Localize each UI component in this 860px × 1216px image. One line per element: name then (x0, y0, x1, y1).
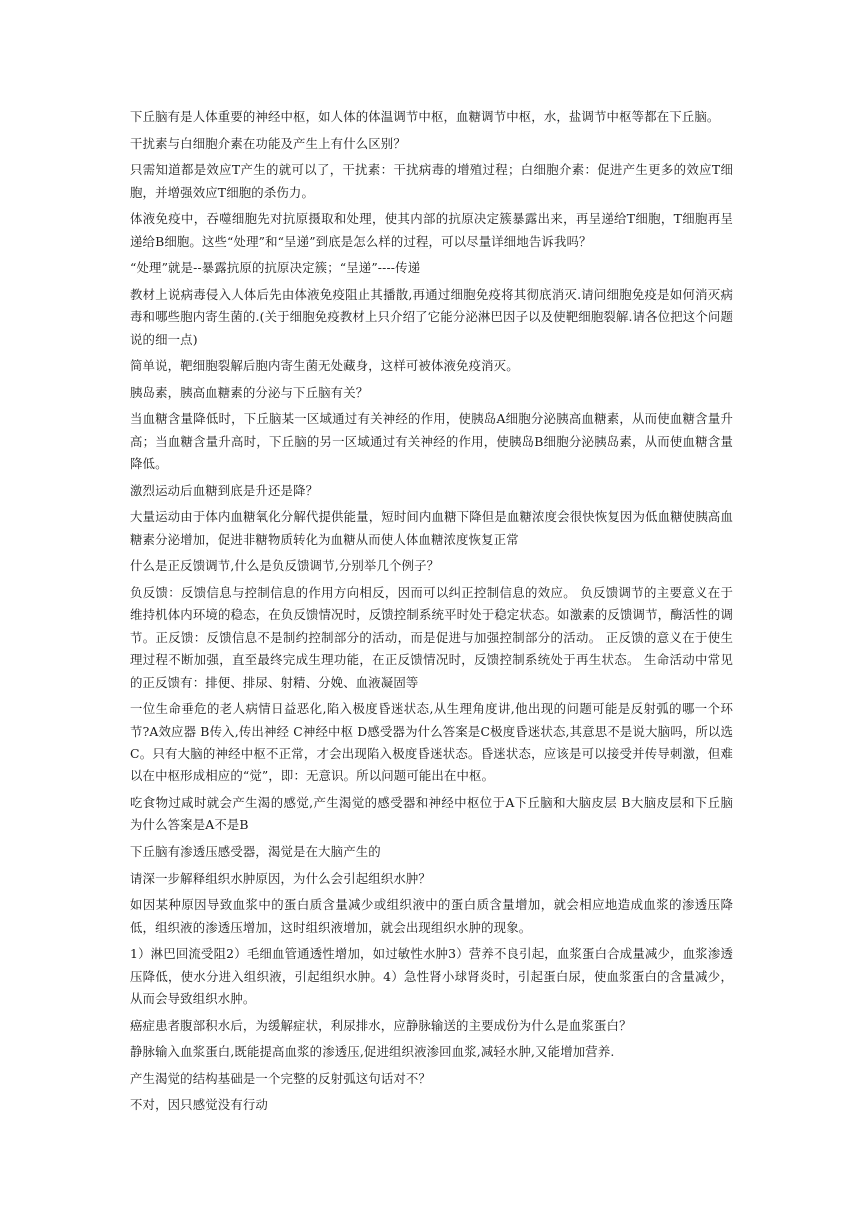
question-feedback-regulation: 什么是正反馈调节,什么是负反馈调节,分别举几个例子？ (130, 558, 440, 574)
answer-interferon-interleukin: 只需知道都是效应T产生的就可以了，干扰素：干扰病毒的增殖过程；白细胞介素：促进产生更多的效应T细胞，并增强效应T细胞的杀伤力。 (130, 162, 733, 200)
question-plasma-protein-infusion: 癌症患者腹部积水后，为缓解症状，利尿排水，应静脉输送的主要成份为什么是血浆蛋白？ (130, 1017, 632, 1033)
question-insulin-glucagon: 胰岛素，胰高血糖素的分泌与下丘脑有关？ (130, 384, 369, 400)
answer-tissue-edema: 如因某种原因导致血浆中的蛋白质含量减少或组织液中的蛋白质含量增加，就会相应地造成血浆的渗透压降低，组织液的渗透压增加，这时组织液增加，就会出现组织水肿的现象。 (130, 897, 733, 935)
answer-thirst-reflex-arc: 不对，因只感觉没有行动 (130, 1097, 268, 1113)
answer-cellular-immunity: 简单说，靶细胞裂解后胞内寄生菌无处藏身，这样可被体液免疫消灭。 (130, 358, 519, 374)
list-edema-causes: 1）淋巴回流受阻2）毛细血管通透性增加，如过敏性水肿3）营养不良引起，血浆蛋白合成量减少，血浆渗透压降低，使水分进入组织液，引起组织水肿。4）急性肾小球肾炎时，引起蛋白尿，使血浆蛋白的含量减少，从而会导致组织水肿。 (130, 946, 733, 1006)
answer-exercise-blood-sugar: 大量运动由于体内血糖氧化分解代提供能量，短时间内血糖下降但是血糖浓度会很快恢复因为低血糖使胰高血糖素分泌增加，促进非糖物质转化为血糖从而使人体血糖浓度恢复正常 (130, 509, 733, 547)
question-cellular-immunity: 教材上说病毒侵入人体后先由体液免疫阻止其播散,再通过细胞免疫将其彻底消灭.请问细胞免疫是如何消灭病毒和哪些胞内寄生菌的.(关于细胞免疫教材上只介绍了它能分泌淋巴因子以及使靶细胞裂解.请各位把这个问题说的细一点) (130, 286, 733, 347)
answer-plasma-protein-infusion: 静脉输入血浆蛋白,既能提高血浆的渗透压,促进组织液渗回血浆,减轻水肿,又能增加营养. (130, 1044, 615, 1060)
answer-insulin-glucagon: 当血糖含量降低时，下丘脑某一区域通过有关神经的作用，使胰岛A细胞分泌胰高血糖素，从而使血糖含量升高；当血糖含量升高时，下丘脑的另一区域通过有关神经的作用，使胰岛B细胞分泌胰岛素，从而使血糖含量降低。 (130, 411, 733, 472)
question-antigen-processing: 体液免疫中，吞噬细胞先对抗原摄取和处理，使其内部的抗原决定簇暴露出来，再呈递给T细胞，T细胞再呈递给B细胞。这些“处理”和“呈递”到底是怎么样的过程，可以尽量详细地告诉我吗？ (130, 211, 733, 249)
paragraph-hypothalamus-centers: 下丘脑有是人体重要的神经中枢，如人体的体温调节中枢，血糖调节中枢，水，盐调节中枢等都在下丘脑。 (130, 109, 720, 124)
question-thirst-receptor: 吃食物过咸时就会产生渴的感觉,产生渴觉的感受器和神经中枢位于A下丘脑和大脑皮层 B大脑皮层和下丘脑 为什么答案是A不是B (130, 795, 750, 833)
question-interferon-interleukin: 干扰素与白细胞介素在功能及产生上有什么区别？ (130, 135, 406, 151)
answer-thirst-receptor: 下丘脑有渗透压感受器，渴觉是在大脑产生的 (130, 844, 381, 859)
question-answer-coma-reflex-arc: 一位生命垂危的老人病情日益恶化,陷入极度昏迷状态,从生理角度讲,他出现的问题可能是反射弧的哪一个环节?A效应器 B传入,传出神经 C神经中枢 D感受器为什么答案是C极度昏迷状态,其意思不是说大脑吗，所以选C。只有大脑的神经中枢不正常，才会出现陷入极度昏迷状态。昏迷状态，应该是可以接受并传导刺激，但难以在中枢形成相应的“觉”，即：无意识。所以问题可能出在中枢。 (130, 701, 733, 784)
answer-feedback-regulation: 负反馈：反馈信息与控制信息的作用方向相反，因而可以纠正控制信息的效应。 负反馈调节的主要意义在于维持机体内环境的稳态，在负反馈情况时，反馈控制系统平时处于稳定状态。如激素的反馈调节，酶活性的调节。正反馈：反馈信息不是制约控制部分的活动，而是促进与加强控制部分的活动。 正反馈的意义在于使生理过程不断加强，直至最终完成生理功能，在正反馈情况时，反馈控制系统处于再生状态。 生命活动中常见的正反馈有：排便、排尿、射精、分娩、血液凝固等 (130, 584, 733, 690)
question-thirst-reflex-arc: 产生渴觉的结构基础是一个完整的反射弧这句话对不？ (130, 1070, 431, 1086)
question-tissue-edema: 请深一步解释组织水肿原因，为什么会引起组织水肿？ (130, 870, 431, 886)
document-body (130, 106, 750, 1121)
answer-antigen-processing: “处理”就是--暴露抗原的抗原决定簇；“呈递”----传递 (130, 260, 421, 276)
question-exercise-blood-sugar: 激烈运动后血糖到底是升还是降？ (130, 482, 319, 498)
